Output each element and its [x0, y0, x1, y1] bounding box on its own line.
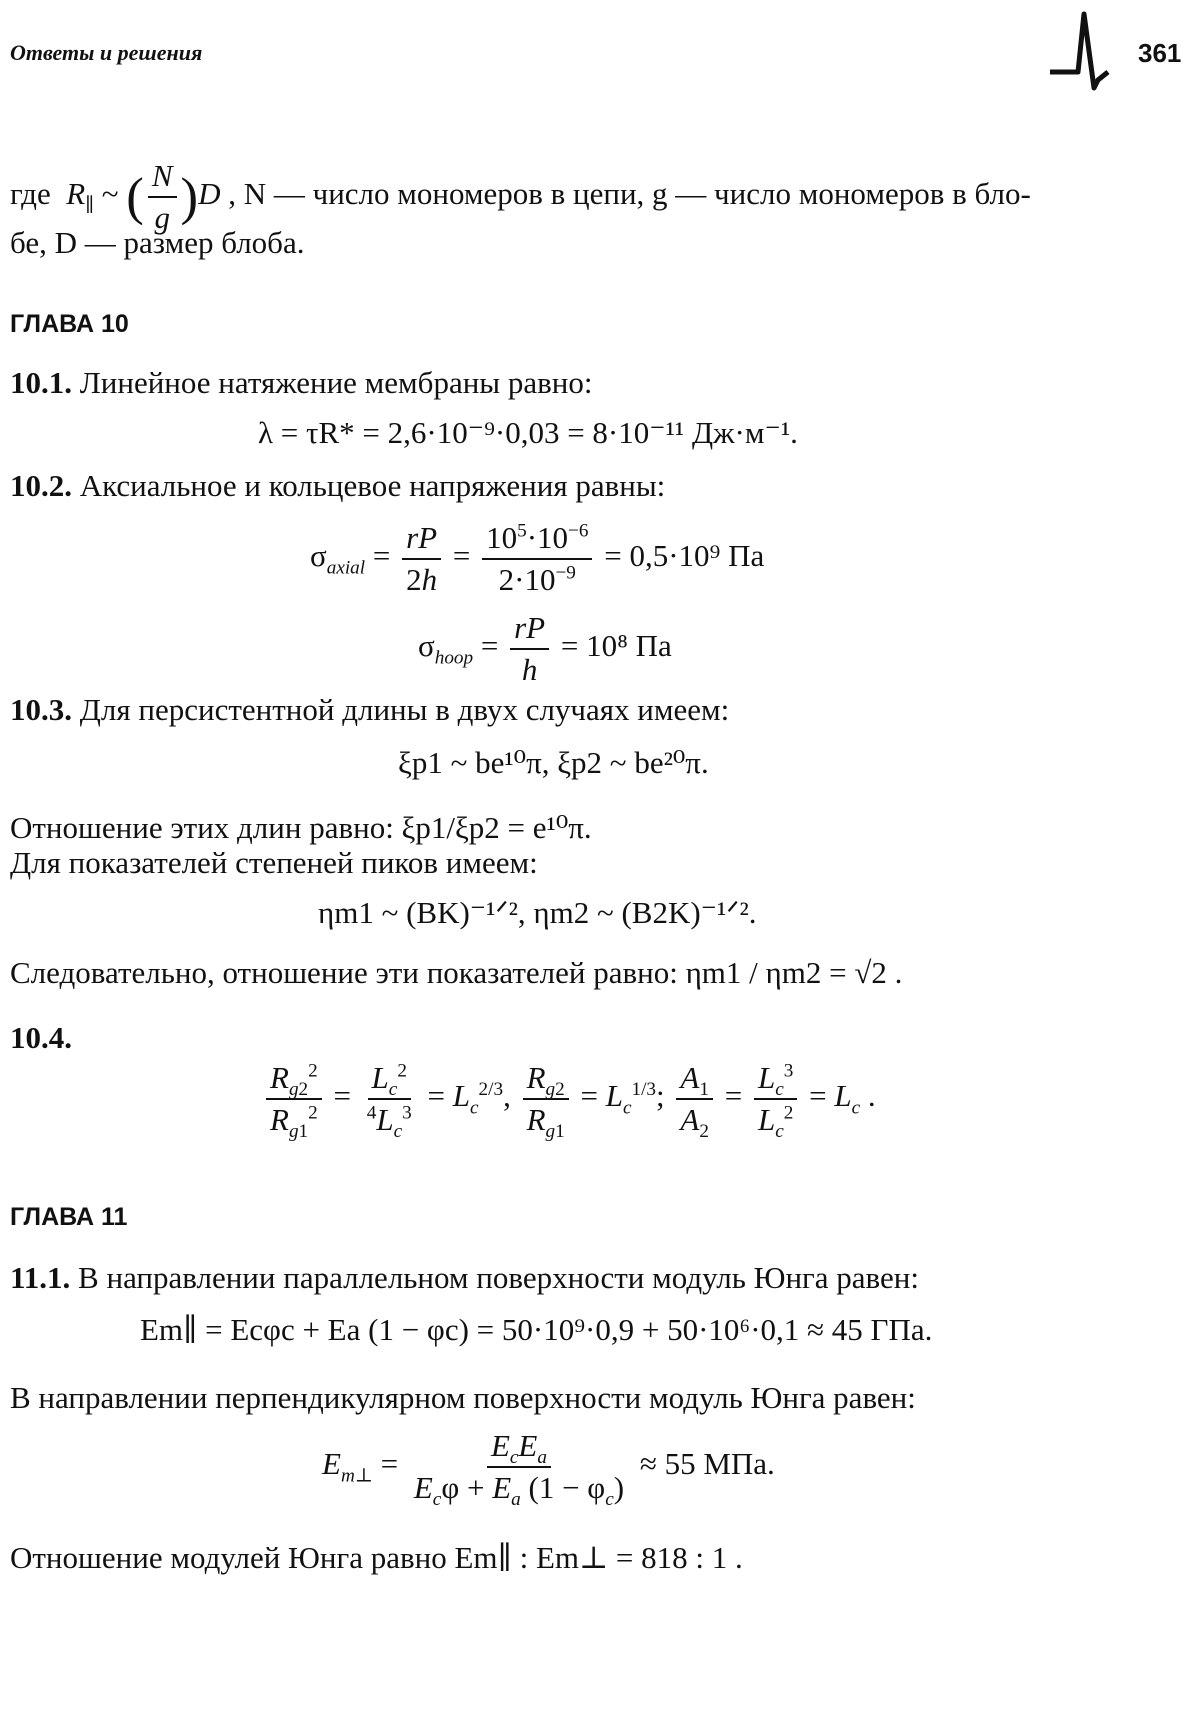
sigma-axial-result: = 0,5·10⁹ Па [604, 538, 765, 574]
problem-11-1 [10, 1260, 919, 1296]
page-number: 361 [1138, 38, 1182, 68]
running-header: Ответы и решения [10, 40, 203, 65]
problem-10-2 [10, 468, 665, 504]
problem-number: 10.3. [10, 692, 72, 727]
problem-number: 11.1. [10, 1260, 71, 1295]
formula-10-4: $\frac{R_{g2}^2}{R_{g1}^2}$ = $\frac{L_c^2}{^4L_c^3}$ = $L_c^{2/3}$, $\frac{R_{g2}}{R_{g1}}$ = $L_c^{1/3}$; $\frac{A_1}{A_2}$ = $\frac{L_c^3}{L_c^2}$ = $L_c$ . [262, 1060, 876, 1138]
problem-text: В направлении параллельном поверхности модуль Юнга равен: [78, 1260, 919, 1295]
problem-text: Линейное натяжение мембраны равно: [79, 365, 593, 400]
formula-sigma-axial: $\sigma_{axial}$ = $\frac{rP}{2h}$ = $\frac{10^5\cdot 10^{-6}}{2\cdot 10^{-9}}$ = 0,5·10⁹ Па [310, 520, 765, 597]
chapter-10-heading: ГЛАВА 10 [10, 310, 129, 338]
perp-result: ≈ 55 МПа. [639, 1446, 775, 1482]
intro-line-2: бе, D — размер блоба. [10, 225, 305, 260]
problem-number: 10.4. [10, 1020, 72, 1055]
formula-perp-modulus: $E_{m\perp}$ = $\frac{E_cE_a}{E_c\varphi + E_a (1 - \varphi_c)}$ ≈ 55 МПа. [322, 1428, 775, 1511]
formula-parallel-modulus: Em∥ = Ecφc + Ea (1 − φc) = 50·10⁹·0,9 + 50·10⁶·0,1 ≈ 45 ГПа. [140, 1312, 933, 1347]
heartbeat-logo-icon [1048, 10, 1118, 92]
conclusion-line [10, 955, 902, 991]
problem-text: Аксиальное и кольцевое напряжения равны: [79, 468, 666, 503]
problem-10-4 [10, 1020, 72, 1056]
ratio-formula: Em∥ : Em⊥ = 818 : 1 . [454, 1540, 743, 1575]
perp-line: В направлении перпендикулярном поверхности модуль Юнга равен: [10, 1380, 916, 1415]
formula-sigma-hoop: $\sigma_{hoop}$ = $\frac{rP}{h}$ = 10⁸ Па [418, 610, 672, 687]
formula-persistence: ξp1 ~ be¹⁰π, ξp2 ~ be²⁰π. [398, 745, 709, 780]
peaks-line: Для показателей степеней пиков имеем: [10, 845, 538, 880]
intro-suffix: , N — число мономеров в цепи, g — число мономеров в бло- [228, 176, 1031, 212]
problem-number: 10.1. [10, 365, 72, 400]
sigma-hoop-result: = 10⁸ Па [560, 628, 672, 664]
conclusion-text: Следовательно, отношение эти показателей равно: [10, 955, 678, 990]
problem-10-1 [10, 365, 592, 401]
problem-number: 10.2. [10, 468, 72, 503]
problem-text: Для персистентной длины в двух случаях имеем: [79, 692, 730, 727]
modulus-ratio-line [10, 1540, 743, 1576]
ratio-line: Отношение этих длин равно: ξp1/ξp2 = e¹⁰π. [10, 810, 592, 845]
intro-prefix: где [10, 176, 51, 212]
chapter-11-heading: ГЛАВА 11 [10, 1203, 128, 1231]
blob-formula: $R_\parallel$ ~ ( $\frac{N}{g}$ )D [66, 158, 221, 235]
conclusion-formula: ηm1 / ηm2 = √2 . [685, 955, 903, 990]
formula-10-1: λ = τR* = 2,6·10⁻⁹·0,03 = 8·10⁻¹¹ Дж·м⁻¹. [258, 415, 798, 450]
ratio-text: Отношение модулей Юнга равно [10, 1540, 447, 1575]
formula-peaks: ηm1 ~ (BK)⁻¹ᐟ², ηm2 ~ (B2K)⁻¹ᐟ². [318, 895, 757, 930]
problem-10-3 [10, 692, 729, 728]
